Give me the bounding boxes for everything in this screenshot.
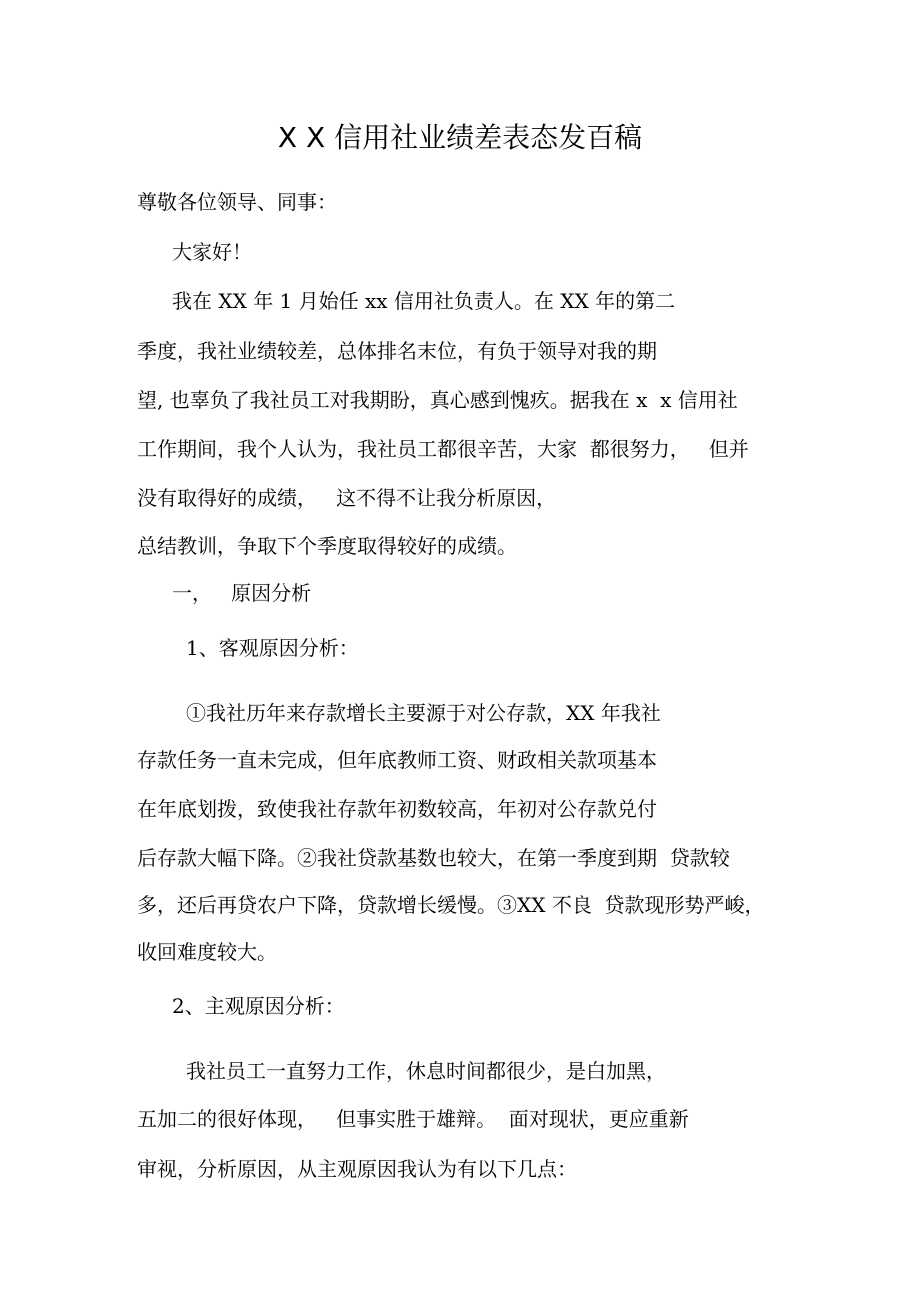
- paragraph-1-line-6: 总结教训，争取下个季度取得较好的成绩。: [137, 534, 517, 558]
- paragraph-1-line-2: 季度，我社业绩较差，总体排名末位，有负于领导对我的期: [137, 339, 657, 363]
- paragraph-2-line-2: 存款任务一直未完成，但年底教师工资、财政相关款项基本: [137, 748, 657, 772]
- paragraph-3-line-1: 我社员工一直努力工作，休息时间都很少，是白加黑，: [186, 1059, 666, 1083]
- salutation: 尊敬各位领导、同事：: [137, 190, 337, 214]
- paragraph-3-line-3: 审视，分析原因，从主观原因我认为有以下几点：: [137, 1157, 577, 1181]
- paragraph-2-line-5: 多，还后再贷农户下降，贷款增长缓慢。③XX 不良 贷款现形势严峻，: [137, 893, 765, 917]
- paragraph-3-line-2: 五加二的很好体现， 但事实胜于雄辩。 面对现状，更应重新: [137, 1107, 689, 1131]
- paragraph-2-line-3: 在年底划拨，致使我社存款年初数较高，年初对公存款兑付: [137, 797, 657, 821]
- paragraph-2-line-1: ①我社历年来存款增长主要源于对公存款，XX 年我社: [186, 701, 661, 725]
- section-heading-1: 一， 原因分析: [172, 581, 312, 605]
- document-title: X X 信用社业绩差表态发百稿: [277, 121, 643, 154]
- paragraph-1-line-3: 望, 也辜负了我社员工对我期盼，真心感到愧疚。据我在 x x 信用社: [137, 388, 738, 412]
- paragraph-1-line-1: 我在 XX 年 1 月始任 xx 信用社负责人。在 XX 年的第二: [172, 289, 676, 313]
- paragraph-2-line-4: 后存款大幅下降。②我社贷款基数也较大，在第一季度到期 贷款较: [137, 846, 730, 870]
- paragraph-2-line-6: 收回难度较大。: [137, 940, 277, 964]
- paragraph-1-line-5: 没有取得好的成绩， 这不得不让我分析原因，: [137, 486, 557, 510]
- subsection-heading-objective: 1、客观原因分析：: [186, 636, 359, 660]
- subsection-heading-subjective: 2、主观原因分析：: [172, 994, 345, 1018]
- greeting: 大家好！: [172, 240, 252, 264]
- paragraph-1-line-4: 工作期间，我个人认为，我社员工都很辛苦，大家 都很努力， 但并: [137, 437, 749, 461]
